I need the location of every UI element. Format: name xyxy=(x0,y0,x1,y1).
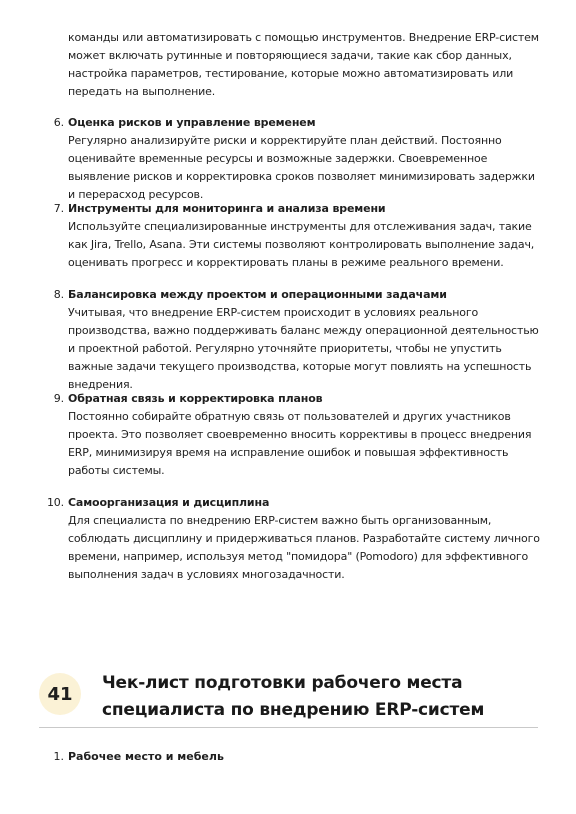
list-item xyxy=(46,494,544,584)
item-title: Балансировка между проектом и операционными задачами xyxy=(68,288,447,301)
item-body: Используйте специализированные инструменты для отслеживания задач, такие как Jira, Trello, Asana. Эти системы позволяют контролировать выполнение задач, оценивать прогресс и корректировать планы в режиме реального времени. xyxy=(68,220,535,269)
checklist-item-number: 1. xyxy=(53,750,64,763)
item-title: Самоорганизация и дисциплина xyxy=(68,496,270,509)
list-item xyxy=(53,286,544,394)
item-title: Оценка рисков и управление временем xyxy=(68,116,316,129)
list-item xyxy=(53,390,544,480)
section-number-badge: 41 xyxy=(39,673,81,715)
item-body: Учитывая, что внедрение ERP-систем происходит в условиях реального производства, важно поддерживать баланс между операционной деятельностью и проектной работой. Регулярно уточняйте приоритеты, чтобы не упустить важные задачи текущего производства, которые могут повлиять на успешность внедрения. xyxy=(68,306,539,391)
section-title: Чек-лист подготовки рабочего места специалиста по внедрению ERP-систем xyxy=(102,673,485,720)
item-number: 8. xyxy=(53,288,64,301)
intro-continuation: команды или автоматизировать с помощью инструментов. Внедрение ERP-систем может включать рутинные и повторяющиеся задачи, такие как сбор данных, настройка параметров, тестирование, которые можно автоматизировать или передать на выполнение. xyxy=(68,31,539,98)
item-body: Для специалиста по внедрению ERP-систем важно быть организованным, соблюдать дисциплину и придерживаться планов. Разработайте систему личного времени, например, используя метод "помидора" (Pomodoro) для эффективного выполнения задач в условиях многозадачности. xyxy=(68,514,540,581)
item-body: Постоянно собирайте обратную связь от пользователей и других участников проекта. Это позволяет своевременно вносить коррективы в процесс внедрения ERP, минимизируя время на исправление ошибок и повышая эффективность работы системы. xyxy=(68,410,532,477)
section-divider xyxy=(39,727,538,728)
item-title: Обратная связь и корректировка планов xyxy=(68,392,323,405)
item-number: 7. xyxy=(53,202,64,215)
list-item xyxy=(53,114,544,204)
item-number: 6. xyxy=(53,116,64,129)
list-item xyxy=(53,200,544,272)
item-number: 10. xyxy=(46,496,64,509)
item-body: Регулярно анализируйте риски и корректируйте план действий. Постоянно оценивайте временные ресурсы и возможные задержки. Своевременное выявление рисков и корректировка сроков позволяет минимизировать задержки и перерасход ресурсов. xyxy=(68,134,535,201)
content-area xyxy=(46,29,540,581)
checklist-item-title: Рабочее место и мебель xyxy=(68,750,224,763)
item-number: 9. xyxy=(53,392,64,405)
item-title: Инструменты для мониторинга и анализа времени xyxy=(68,202,386,215)
